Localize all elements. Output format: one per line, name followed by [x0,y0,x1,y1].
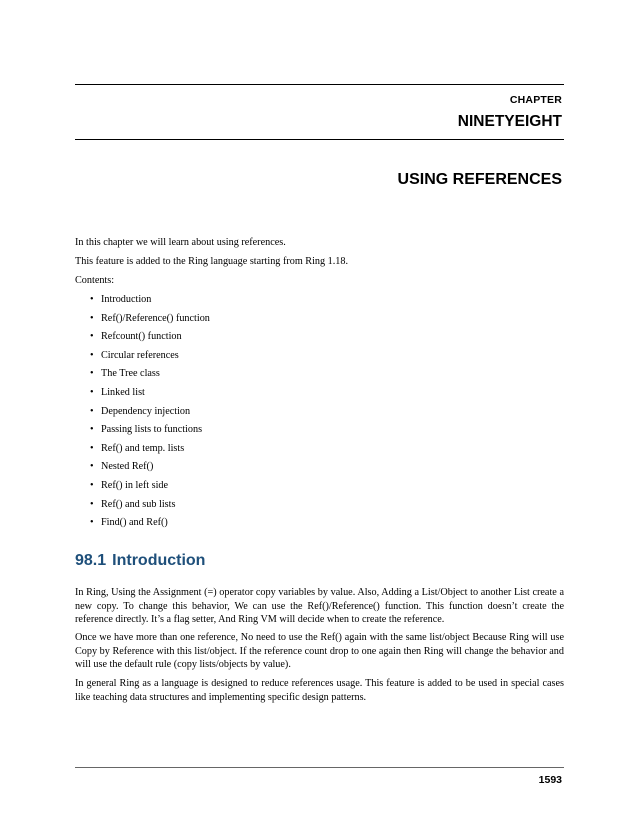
chapter-title: USING REFERENCES [397,171,562,188]
contents-item-label[interactable]: Refcount() function [101,331,182,343]
bullet-icon: • [90,294,94,305]
contents-item[interactable] [75,479,169,498]
contents-item-label[interactable]: Passing lists to functions [101,424,203,436]
contents-item-label[interactable]: Nested Ref() [101,461,154,473]
contents-item-label[interactable]: Introduction [101,294,152,305]
section-heading [75,552,205,570]
header-top-rule [75,84,564,85]
bullet-icon: • [90,479,94,491]
contents-item-label[interactable]: Circular references [101,349,179,361]
contents-item-label[interactable]: Ref() in left side [101,479,169,491]
bullet-icon: • [90,424,94,436]
intro-paragraph-version: This feature is added to the Ring language starting from Ring 1.18. [75,256,349,267]
header-bottom-rule [75,139,564,140]
contents-list [75,293,210,535]
bullet-icon: • [90,312,94,324]
contents-item[interactable] [75,367,160,386]
contents-item[interactable] [75,516,168,535]
chapter-number: NINETYEIGHT [457,113,562,130]
bullet-icon: • [90,517,94,529]
section-paragraph: In Ring, Using the Assignment (=) operator copy variables by value. Also, Adding a List/Object to another List create a new copy. To change this behavior, We can use the Ref()/Reference() function. This function doesn’t create the reference directly. It’s a flag setter, And Ring VM will decide when to create the reference. [75,587,564,625]
intro-paragraph: In this chapter we will learn about using references. [75,237,286,248]
contents-item[interactable] [75,386,145,405]
bullet-icon: • [90,386,94,398]
contents-item[interactable] [75,423,203,442]
bullet-icon: • [90,442,94,454]
contents-item-label[interactable]: Ref() and sub lists [101,498,176,510]
section-title: Introduction [112,552,206,569]
contents-item-label[interactable]: Ref() and temp. lists [101,442,185,454]
contents-item-label[interactable]: Find() and Ref() [101,517,168,529]
contents-item-label[interactable]: Dependency injection [101,405,191,417]
contents-item[interactable] [75,330,182,349]
contents-item-label[interactable]: Linked list [101,386,145,398]
contents-item[interactable] [75,460,154,479]
contents-item[interactable] [75,405,191,424]
contents-item[interactable] [75,293,152,312]
contents-item[interactable] [75,498,176,517]
contents-item[interactable] [75,349,179,368]
section-number: 98.1 [75,552,107,569]
section-paragraph: Once we have more than one reference, No need to use the Ref() again with the same list/object Because Ring will use Copy by Reference with this list/object. If the reference count drop to one again then Ring will change the behavior and will use the default rule (copy lists/objects by value). [75,632,564,670]
contents-item-label[interactable]: The Tree class [101,368,160,380]
contents-label: Contents: [75,275,115,286]
bullet-icon: • [90,349,94,361]
section-paragraph: In general Ring as a language is designed to reduce references usage. This feature is added to be used in special cases like teaching data structures and implementing specific design patterns. [75,678,564,703]
contents-item[interactable] [75,312,210,331]
page-number: 1593 [538,774,562,786]
bullet-icon: • [90,331,94,343]
chapter-label: CHAPTER [509,94,562,106]
contents-item-label[interactable]: Ref()/Reference() function [101,312,210,324]
bullet-icon: • [90,461,94,473]
bullet-icon: • [90,368,94,380]
contents-item[interactable] [75,442,185,461]
footer-rule [75,767,564,768]
bullet-icon: • [90,405,94,417]
bullet-icon: • [90,498,94,510]
